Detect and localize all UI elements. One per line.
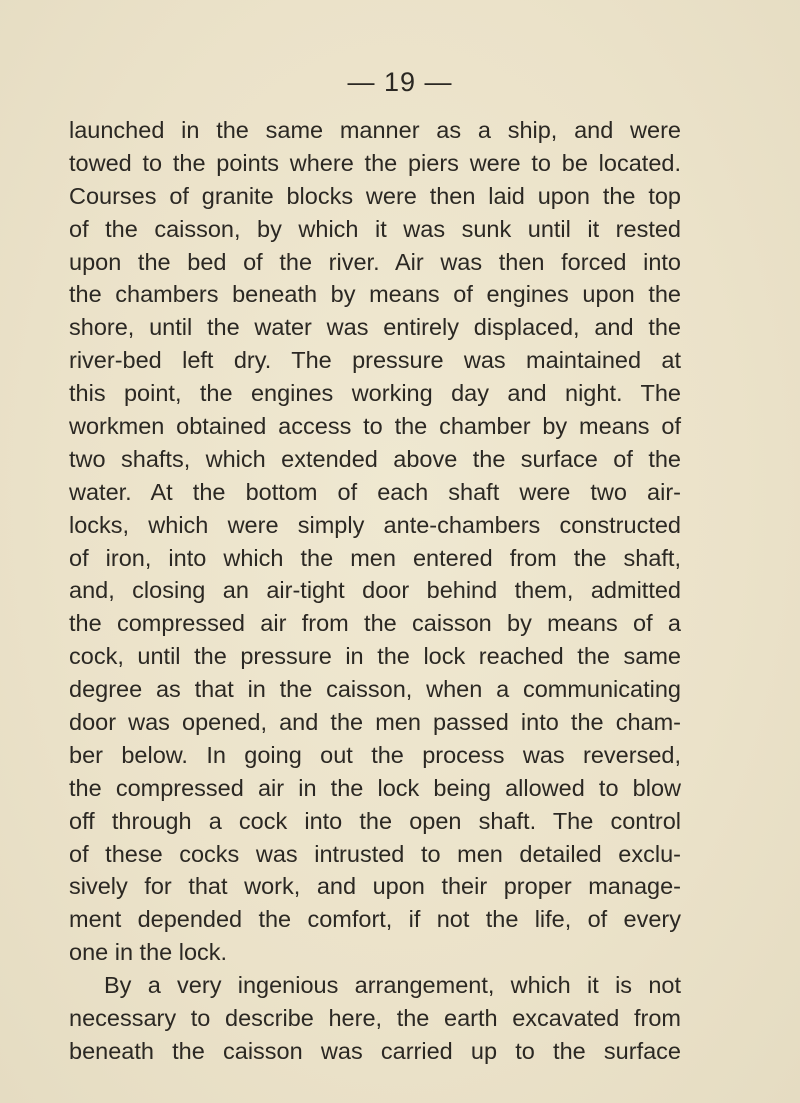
text-line: of these cocks was intrusted to men detailed exclu- (69, 840, 681, 867)
text-line: water. At the bottom of each shaft were two air- (69, 478, 681, 505)
text-line: sively for that work, and upon their proper manage- (69, 873, 681, 900)
text-line: river-bed left dry. The pressure was maintained at (69, 347, 681, 374)
text-line: two shafts, which extended above the surface of the (69, 445, 681, 472)
page-number: — 19 — (347, 67, 453, 97)
text-line: this point, the engines working day and night. The (69, 380, 681, 407)
text-line: workmen obtained access to the chamber by means of (69, 413, 681, 440)
text-line: launched in the same manner as a ship, and were (69, 117, 681, 143)
text-line: of the caisson, by which it was sunk until it rested (69, 215, 681, 242)
text-line: Courses of granite blocks were then laid upon the top (69, 182, 681, 209)
text-line: beneath the caisson was carried up to the surface (69, 1037, 681, 1064)
text-line: By a very ingenious arrangement, which it is not (104, 972, 681, 999)
text-line: the chambers beneath by means of engines upon the (69, 281, 681, 308)
text-body (69, 114, 681, 1068)
text-line: one in the lock. (69, 939, 228, 966)
text-line: locks, which were simply ante-chambers constructed (69, 511, 681, 538)
text-line: necessary to describe here, the earth excavated from (69, 1005, 681, 1032)
text-line: upon the bed of the river. Air was then forced into (69, 248, 681, 275)
text-line: door was opened, and the men passed into the cham- (69, 709, 681, 736)
paragraph-1 (69, 114, 681, 969)
text-line: degree as that in the caisson, when a communicating (69, 676, 681, 703)
text-line: the compressed air from the caisson by means of a (69, 610, 681, 637)
text-line: of iron, into which the men entered from the shaft, (69, 544, 681, 571)
text-line: cock, until the pressure in the lock reached the same (69, 643, 681, 670)
text-line: off through a cock into the open shaft. The control (69, 807, 681, 834)
text-line: ber below. In going out the process was reversed, (69, 741, 681, 768)
text-line: and, closing an air-tight door behind them, admitted (69, 577, 681, 604)
text-line: towed to the points where the piers were to be located. (69, 149, 681, 176)
paragraph-2 (69, 969, 681, 1068)
text-line: the compressed air in the lock being allowed to blow (69, 774, 681, 801)
text-line: ment depended the comfort, if not the life, of every (69, 906, 681, 933)
text-line: shore, until the water was entirely displaced, and the (69, 314, 681, 341)
